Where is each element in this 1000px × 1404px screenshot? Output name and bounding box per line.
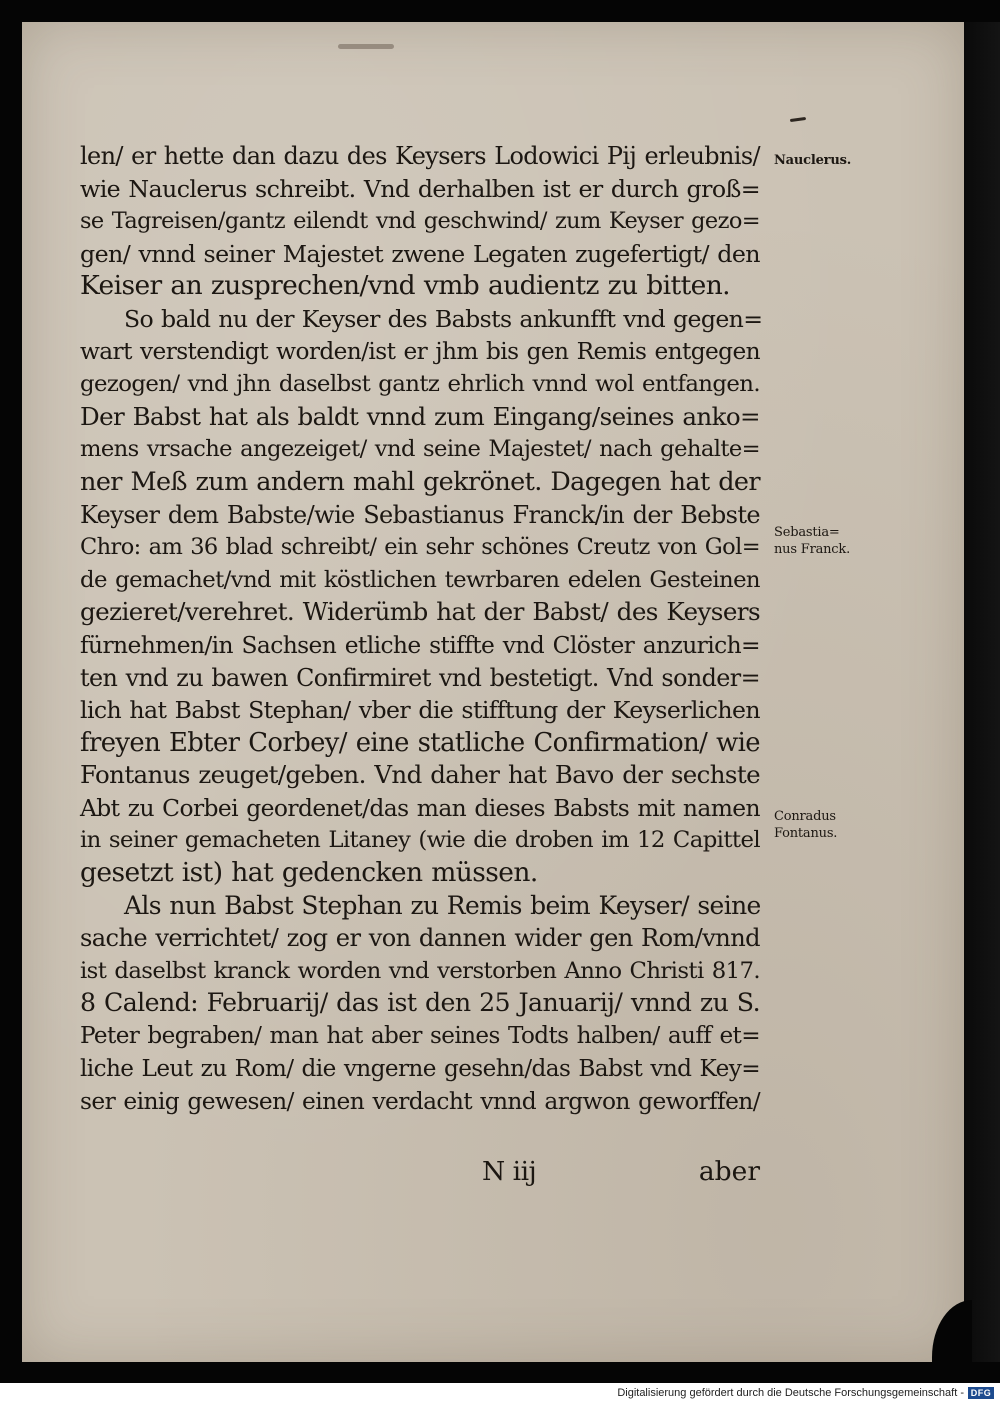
- text-line: wart verstendigt worden/ist er jhm bis gen Remis entgegen: [80, 337, 760, 365]
- catchword: aber: [698, 1156, 760, 1187]
- text-line: wie Nauclerus schreibt. Vnd derhalben ist er durch groß=: [80, 174, 760, 203]
- text-line: in seiner gemacheten Litaney (wie die droben im 12 Capittel: [80, 827, 760, 854]
- text-line: Abt zu Corbei geordenet/das man dieses Babsts mit namen: [80, 793, 760, 822]
- text-line: Keyser dem Babste/wie Sebastianus Franck/in der Bebste: [80, 500, 760, 529]
- text-line: sache verrichtet/ zog er von dannen wider gen Rom/vnnd: [80, 924, 760, 953]
- text-line: len/ er hette dan dazu des Keysers Lodowici Pij erleubnis/: [80, 142, 760, 170]
- marginal-note-line: Fontanus.: [774, 826, 838, 841]
- text-line: Fontanus zeuget/geben. Vnd daher hat Bavo der sechste: [80, 760, 760, 790]
- digitization-credit-bar: [0, 1383, 1000, 1404]
- text-line: So bald nu der Keyser des Babsts ankunfft vnd gegen=: [124, 304, 763, 333]
- page-edge-shadow: [964, 22, 1000, 1362]
- ink-smudge: [338, 44, 394, 49]
- signature-mark: N iij: [482, 1156, 537, 1187]
- marginal-note-franck: [774, 524, 850, 558]
- text-line: Peter begraben/ man hat aber seines Todts halben/ auff et=: [80, 1023, 760, 1050]
- text-line: freyen Ebter Corbey/ eine statliche Confirmation/ wie: [80, 727, 760, 758]
- text-line: ser einig gewesen/ einen verdacht vnnd argwon geworffen/: [80, 1087, 760, 1116]
- page-footer: [80, 1156, 760, 1188]
- text-line: 8 Calend: Februarij/ das ist den 25 Januarij/ vnnd zu S.: [80, 988, 760, 1018]
- credit-text: Digitalisierung gefördert durch die Deutsche Forschungsgemeinschaft -: [617, 1387, 964, 1399]
- text-line: Keiser an zusprechen/vnd vmb audientz zu bitten.: [80, 270, 731, 302]
- text-line: Als nun Babst Stephan zu Remis beim Keyser/ seine: [124, 890, 761, 920]
- text-line: mens vrsache angezeiget/ vnd seine Majestet/ nach gehalte=: [80, 436, 760, 463]
- marginal-note-nauclerus: [774, 152, 851, 169]
- marginal-note-line: Conradus: [774, 809, 836, 824]
- text-line: gezieret/verehret. Widerümb hat der Babst/ des Keysers: [80, 597, 760, 627]
- marginal-note-line: Sebastia=: [774, 525, 840, 540]
- text-line: de gemachet/vnd mit köstlichen tewrbaren edelen Gesteinen: [80, 566, 760, 593]
- text-line: gesetzt ist) hat gedencken müssen.: [80, 857, 538, 889]
- text-line: lich hat Babst Stephan/ vber die stifftung der Keyserlichen: [80, 696, 760, 725]
- text-line: gen/ vnnd seiner Majestet zwene Legaten zugefertigt/ den: [80, 239, 760, 268]
- text-line: ten vnd zu bawen Confirmiret vnd bestetigt. Vnd sonder=: [80, 663, 760, 692]
- main-text-block: [80, 140, 763, 1118]
- text-line: gezogen/ vnd jhn daselbst gantz ehrlich vnnd wol entfangen.: [80, 371, 760, 398]
- text-line: ner Meß zum andern mahl gekrönet. Dagegen hat der: [80, 466, 760, 497]
- text-line: Der Babst hat als baldt vnnd zum Eingang/seines anko=: [80, 401, 760, 431]
- dfg-logo-icon: DFG: [968, 1387, 994, 1399]
- marginal-note-line: nus Franck.: [774, 542, 850, 557]
- text-line: fürnehmen/in Sachsen etliche stiffte vnd Clöster anzurich=: [80, 630, 760, 659]
- text-line: liche Leut zu Rom/ die vngerne gesehn/das Babst vnd Key=: [80, 1055, 760, 1082]
- marginal-note-line: Nauclerus.: [774, 153, 852, 168]
- marginal-note-fontanus: [774, 808, 837, 842]
- text-line: se Tagreisen/gantz eilendt vnd geschwind/ zum Keyser gezo=: [80, 208, 760, 235]
- text-line: Chro: am 36 blad schreibt/ ein sehr schönes Creutz von Gol=: [80, 534, 760, 561]
- text-line: ist daselbst kranck worden vnd verstorben Anno Christi 817.: [80, 957, 760, 984]
